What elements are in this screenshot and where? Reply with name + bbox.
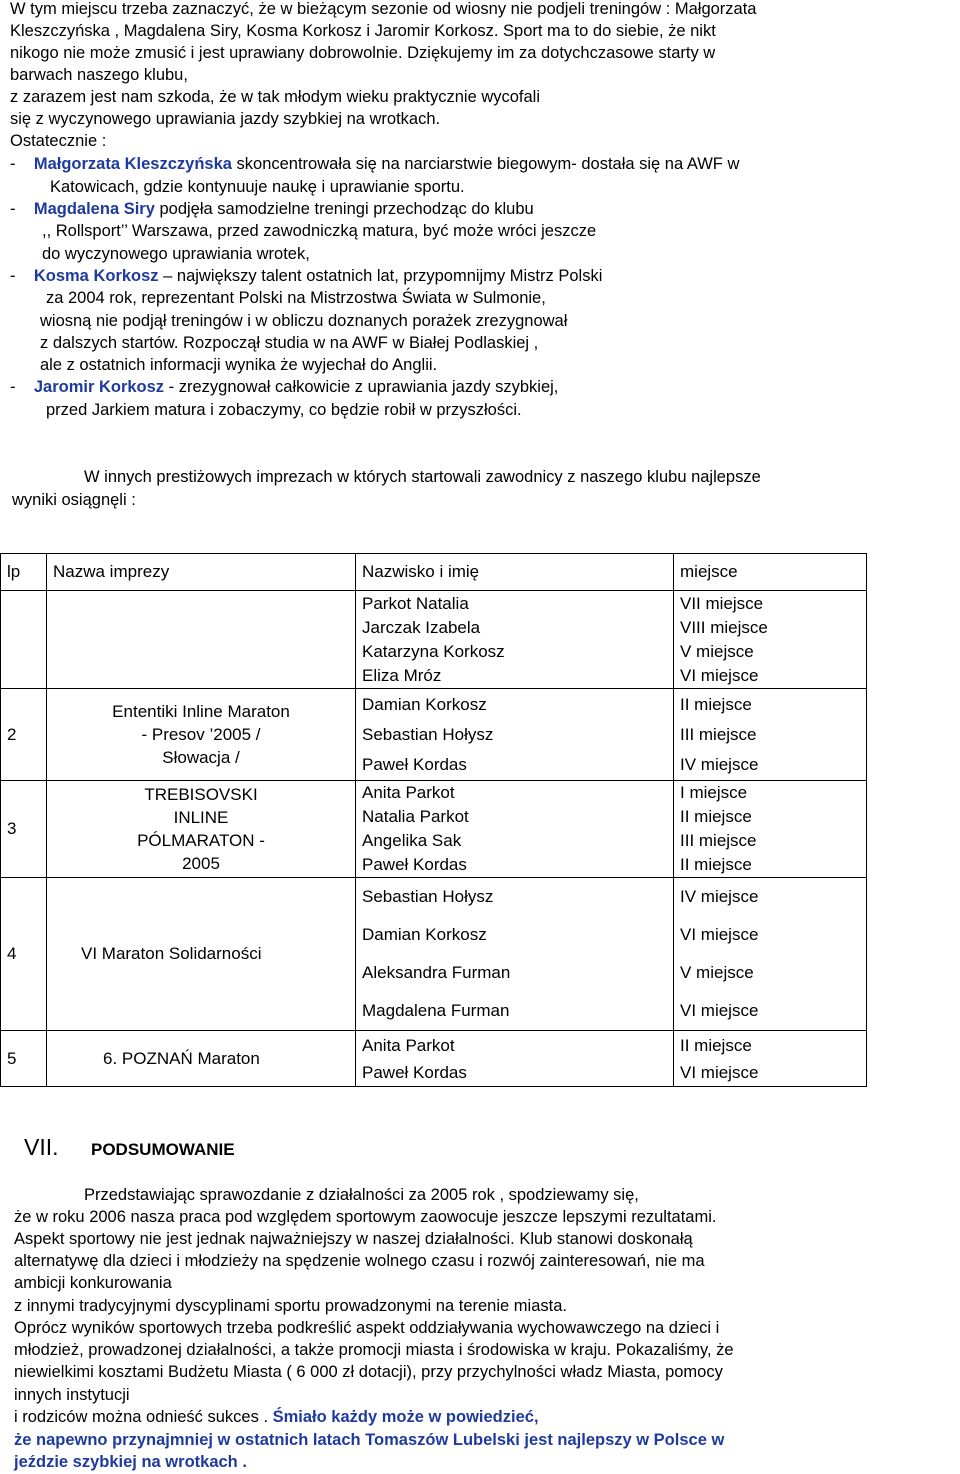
athlete-text: przed Jarkiem matura i zobaczymy, co będzie robił w przyszłości. bbox=[46, 401, 522, 419]
intro-line: barwach naszego klubu, bbox=[10, 66, 188, 84]
summary-line: Aspekt sportowy nie jest jednak najważniejszy w naszej działalności. Klub stanowi doskonałą bbox=[14, 1230, 693, 1248]
summary-line: innych instytucji bbox=[14, 1386, 130, 1404]
athlete-name: Jaromir Korkosz bbox=[33, 378, 165, 396]
header-lp: lp bbox=[1, 554, 47, 591]
table-row bbox=[1, 689, 867, 781]
summary-emphasis: że napewno przynajmniej w ostatnich latach Tomaszów Lubelski jest najlepszy w Polsce w bbox=[14, 1431, 725, 1449]
athlete-name: Magdalena Siry bbox=[33, 200, 155, 218]
row-lp: 4 bbox=[1, 878, 47, 1031]
row-names bbox=[356, 1031, 674, 1087]
table-row bbox=[1, 878, 867, 1031]
athlete-result-name: Anita Parkot bbox=[362, 1035, 455, 1055]
list-dash: - bbox=[10, 378, 16, 396]
list-dash: - bbox=[10, 200, 16, 218]
athlete-item bbox=[10, 265, 602, 287]
row-names bbox=[356, 591, 674, 689]
athlete-text: do wyczynowego uprawiania wrotek, bbox=[42, 245, 310, 263]
row-places bbox=[674, 878, 867, 1031]
summary-line: młodzież, prowadzonej działalności, a także promocji miasta i środowiska w kraju. Pokazaliśmy, że bbox=[14, 1341, 734, 1359]
athlete-result-place: III miejsce bbox=[680, 831, 757, 850]
athlete-name: Kosma Korkosz bbox=[33, 267, 159, 285]
row-lp: 5 bbox=[1, 1031, 47, 1087]
athlete-item bbox=[10, 153, 739, 175]
athlete-result-place: IV miejsce bbox=[680, 754, 759, 774]
athlete-text: – największy talent ostatnich lat, przypomnijmy Mistrz Polski bbox=[158, 267, 603, 285]
athlete-result-name: Katarzyna Korkosz bbox=[362, 641, 505, 661]
athlete-name: Małgorzata Kleszczyńska bbox=[33, 155, 232, 173]
table-row bbox=[1, 591, 867, 689]
athlete-text: - zrezygnował całkowicie z uprawiania jazdy szybkiej, bbox=[164, 378, 559, 396]
header-place: miejsce bbox=[674, 554, 867, 591]
header-event: Nazwa imprezy bbox=[47, 554, 356, 591]
intro-line: z zarazem jest nam szkoda, że w tak młodym wieku praktycznie wycofali bbox=[10, 88, 541, 106]
athlete-result-place: VI miejsce bbox=[680, 665, 759, 685]
athlete-result-name: Eliza Mróz bbox=[362, 665, 442, 685]
intro-line: Ostatecznie : bbox=[10, 132, 107, 150]
athlete-result-place: IV miejsce bbox=[680, 887, 759, 906]
row-lp bbox=[1, 591, 47, 689]
athlete-result-place: V miejsce bbox=[680, 641, 754, 661]
row-places bbox=[674, 781, 867, 878]
athlete-text: ale z ostatnich informacji wynika że wyjechał do Anglii. bbox=[40, 356, 438, 374]
athlete-result-place: II miejsce bbox=[680, 807, 752, 826]
list-dash: - bbox=[10, 155, 16, 173]
row-names bbox=[356, 781, 674, 878]
athlete-result-place: VI miejsce bbox=[680, 925, 759, 944]
athlete-result-place: II miejsce bbox=[680, 855, 752, 874]
athlete-result-name: Aleksandra Furman bbox=[362, 963, 511, 982]
athlete-text: ,, Rollsport’’ Warszawa, przed zawodniczką matura, być może wróci jeszcze bbox=[42, 222, 597, 240]
intro-line: się z wyczynowego uprawiania jazdy szybkiej na wrotkach. bbox=[10, 110, 441, 128]
athlete-result-name: Sebastian Hołysz bbox=[362, 887, 494, 906]
intro-line: nikogo nie może zmusić i jest uprawiany dobrowolnie. Dziękujemy im za dotychczasowe starty w bbox=[10, 44, 716, 62]
summary-line: z innymi tradycyjnymi dyscyplinami sportu prowadzonymi na terenie miasta. bbox=[14, 1297, 567, 1315]
table-row bbox=[1, 781, 867, 878]
section-number: VII. bbox=[24, 1134, 59, 1160]
summary-line: alternatywę dla dzieci i młodzieży na spędzenie wolnego czasu i rozwój zainteresowań, nie ma bbox=[14, 1252, 705, 1270]
header-name: Nazwisko i imię bbox=[356, 554, 674, 591]
summary-line: ambicji konkurowania bbox=[14, 1274, 172, 1292]
athlete-result-place: I miejsce bbox=[680, 783, 748, 802]
row-event: 6. POZNAŃ Maraton bbox=[47, 1031, 356, 1087]
athlete-result-place: VII miejsce bbox=[680, 593, 764, 613]
other-events-text: wyniki osiągnęli : bbox=[12, 491, 136, 509]
athlete-result-place: VI miejsce bbox=[680, 1062, 759, 1082]
summary-emphasis: Śmiało każdy może w powiedzieć, bbox=[268, 1408, 539, 1426]
table-row bbox=[1, 1031, 867, 1087]
athlete-result-name: Damian Korkosz bbox=[362, 925, 487, 944]
athlete-result-name: Magdalena Furman bbox=[362, 1001, 510, 1020]
athlete-text: z dalszych startów. Rozpoczął studia w na AWF w Białej Podlaskiej , bbox=[40, 334, 539, 352]
row-places bbox=[674, 1031, 867, 1087]
section-title: PODSUMOWANIE bbox=[91, 1140, 235, 1159]
summary-line: Przedstawiając sprawozdanie z działalności za 2005 rok , spodziewamy się, bbox=[84, 1186, 639, 1204]
athlete-result-place: V miejsce bbox=[680, 963, 754, 982]
athlete-result-name: Jarczak Izabela bbox=[362, 617, 481, 637]
athlete-result-name: Paweł Kordas bbox=[362, 754, 467, 774]
summary-emphasis: jeździe szybkiej na wrotkach . bbox=[14, 1453, 247, 1471]
athlete-result-name: Paweł Kordas bbox=[362, 855, 467, 874]
row-names bbox=[356, 689, 674, 781]
athlete-result-name: Paweł Kordas bbox=[362, 1062, 467, 1082]
row-event: VI Maraton Solidarności bbox=[47, 878, 356, 1031]
row-lp: 3 bbox=[1, 781, 47, 878]
athlete-result-name: Angelika Sak bbox=[362, 831, 462, 850]
athlete-result-place: VI miejsce bbox=[680, 1001, 759, 1020]
athlete-text: wiosną nie podjął treningów i w obliczu doznanych porażek zrezygnował bbox=[40, 312, 568, 330]
list-dash: - bbox=[10, 267, 16, 285]
summary-line: że w roku 2006 nasza praca pod względem sportowym zaowocuje jeszcze lepszymi rezultatami. bbox=[14, 1208, 717, 1226]
summary-line bbox=[14, 1406, 539, 1428]
athlete-item bbox=[10, 376, 558, 398]
athlete-text: Katowicach, gdzie kontynuuje naukę i uprawianie sportu. bbox=[50, 178, 465, 196]
other-events-text: W innych prestiżowych imprezach w których startowali zawodnicy z naszego klubu najlepsze bbox=[84, 468, 761, 486]
athlete-result-name: Parkot Natalia bbox=[362, 593, 469, 613]
athlete-result-name: Sebastian Hołysz bbox=[362, 724, 494, 744]
athlete-text: skoncentrowała się na narciarstwie biegowym- dostała się na AWF w bbox=[231, 155, 740, 173]
summary-text: i rodziców można odnieść sukces . bbox=[14, 1408, 269, 1426]
athlete-item bbox=[10, 198, 534, 220]
intro-line: W tym miejscu trzeba zaznaczyć, że w bieżącym sezonie od wiosny nie podjeli treningów : Małgorzata bbox=[10, 0, 757, 18]
table-header-row bbox=[1, 554, 867, 591]
summary-line: niewielkimi kosztami Budżetu Miasta ( 6 000 zł dotacji), przy przychylności władz Miasta, pomocy bbox=[14, 1363, 723, 1381]
athlete-result-place: III miejsce bbox=[680, 724, 757, 744]
row-places bbox=[674, 591, 867, 689]
row-places bbox=[674, 689, 867, 781]
row-names bbox=[356, 878, 674, 1031]
athlete-result-name: Anita Parkot bbox=[362, 783, 455, 802]
summary-line: Oprócz wyników sportowych trzeba podkreślić aspekt oddziaływania wychowawczego na dzieci i bbox=[14, 1319, 720, 1337]
results-table bbox=[0, 553, 867, 1087]
row-event bbox=[47, 591, 356, 689]
athlete-result-name: Damian Korkosz bbox=[362, 694, 487, 714]
athlete-result-place: II miejsce bbox=[680, 694, 752, 714]
athlete-text: za 2004 rok, reprezentant Polski na Mistrzostwa Świata w Sulmonie, bbox=[46, 289, 546, 307]
intro-line: Kleszczyńska , Magdalena Siry, Kosma Korkosz i Jaromir Korkosz. Sport ma to do siebie, że nikt bbox=[10, 22, 716, 40]
athlete-text: podjęła samodzielne treningi przechodząc do klubu bbox=[154, 200, 534, 218]
athlete-result-place: II miejsce bbox=[680, 1035, 752, 1055]
athlete-result-place: VIII miejsce bbox=[680, 617, 768, 637]
row-event: TREBISOVSKI INLINE PÓLMARATON - 2005 bbox=[47, 781, 356, 878]
athlete-result-name: Natalia Parkot bbox=[362, 807, 469, 826]
row-lp: 2 bbox=[1, 689, 47, 781]
row-event: Ententiki Inline Maraton - Presov ’2005 / Słowacja / bbox=[47, 689, 356, 781]
